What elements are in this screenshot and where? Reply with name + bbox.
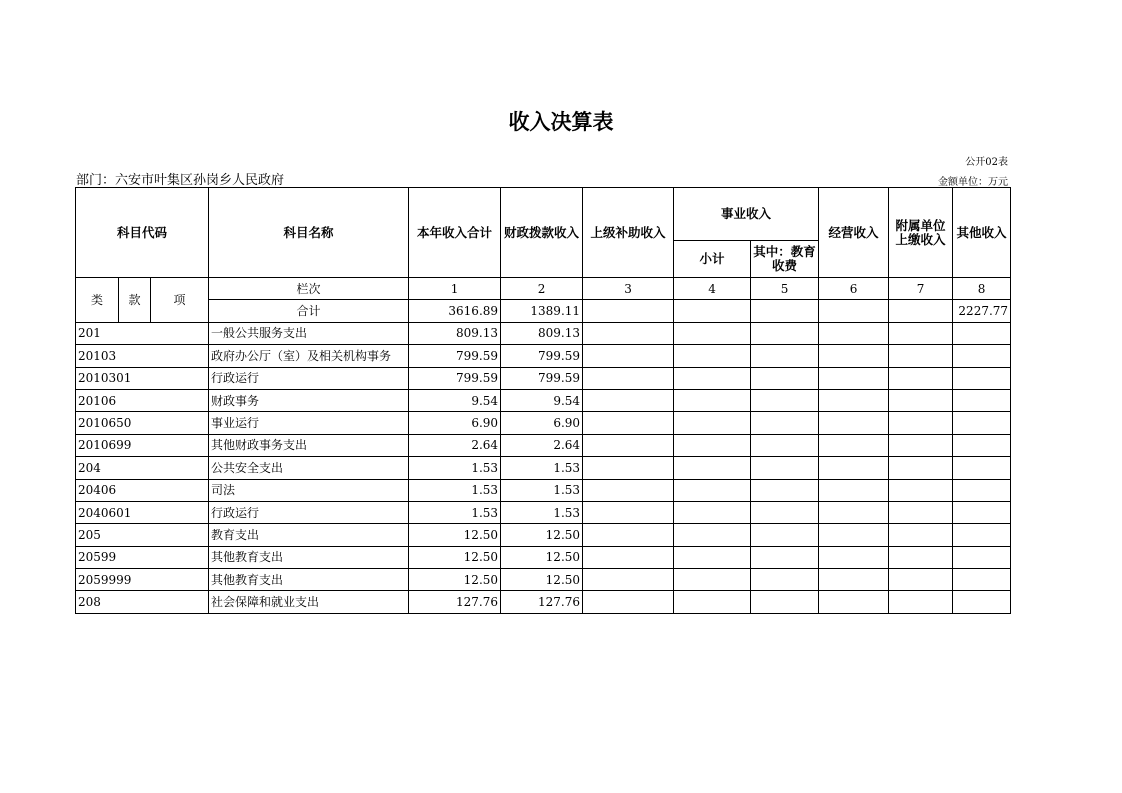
subject-code: 20599 xyxy=(76,546,209,568)
table-row xyxy=(76,546,1011,568)
subject-name: 其他财政事务支出 xyxy=(209,434,409,456)
total-income-value: 12.50 xyxy=(409,546,501,568)
fiscal-allocation-value: 799.59 xyxy=(501,367,583,389)
subject-code: 2010650 xyxy=(76,412,209,434)
col-number: 4 xyxy=(674,278,751,300)
table-row xyxy=(76,412,1011,434)
subject-name: 公共安全支出 xyxy=(209,457,409,479)
total-income-value: 1.53 xyxy=(409,479,501,501)
total-income-value: 3616.89 xyxy=(409,300,501,322)
header-class: 类 xyxy=(76,278,119,323)
header-subtotal: 小计 xyxy=(674,241,751,278)
subject-name: 教育支出 xyxy=(209,524,409,546)
total-income-value: 9.54 xyxy=(409,389,501,411)
fiscal-allocation-value: 799.59 xyxy=(501,345,583,367)
page-title: 收入决算表 xyxy=(508,110,614,134)
subject-name: 司法 xyxy=(209,479,409,501)
col-number: 7 xyxy=(889,278,953,300)
header-column-index: 栏次 xyxy=(209,278,409,300)
header-business-income: 事业收入 xyxy=(674,188,819,241)
fiscal-allocation-value: 12.50 xyxy=(501,569,583,591)
table-row xyxy=(76,591,1011,613)
department-label: 部门：六安市叶集区孙岗乡人民政府 xyxy=(76,173,285,188)
total-label: 合计 xyxy=(209,300,409,322)
table-row xyxy=(76,524,1011,546)
total-income-value: 6.90 xyxy=(409,412,501,434)
subject-code: 2059999 xyxy=(76,569,209,591)
col-number: 8 xyxy=(953,278,1011,300)
total-income-value: 799.59 xyxy=(409,367,501,389)
subject-code: 20406 xyxy=(76,479,209,501)
amount-unit: 金额单位：万元 xyxy=(938,177,1008,188)
col-number: 5 xyxy=(751,278,819,300)
header-fiscal-allocation: 财政拨款收入 xyxy=(501,188,583,278)
total-income-value: 12.50 xyxy=(409,524,501,546)
fiscal-allocation-value: 9.54 xyxy=(501,389,583,411)
subject-code: 2010699 xyxy=(76,434,209,456)
subject-name: 其他教育支出 xyxy=(209,546,409,568)
fiscal-allocation-value: 1.53 xyxy=(501,501,583,523)
total-income-value: 1.53 xyxy=(409,501,501,523)
subject-code: 204 xyxy=(76,457,209,479)
fiscal-allocation-value: 2.64 xyxy=(501,434,583,456)
total-income-value: 809.13 xyxy=(409,322,501,344)
table-row xyxy=(76,322,1011,344)
header-subject-name: 科目名称 xyxy=(209,188,409,278)
table-row xyxy=(76,389,1011,411)
subject-name: 一般公共服务支出 xyxy=(209,322,409,344)
subject-name: 行政运行 xyxy=(209,367,409,389)
subject-code: 2010301 xyxy=(76,367,209,389)
table-row xyxy=(76,501,1011,523)
header-section: 款 xyxy=(119,278,151,323)
total-row xyxy=(76,300,1011,322)
fiscal-allocation-value: 1.53 xyxy=(501,479,583,501)
table-row xyxy=(76,345,1011,367)
col-number: 2 xyxy=(501,278,583,300)
subject-name: 财政事务 xyxy=(209,389,409,411)
subject-code: 2040601 xyxy=(76,501,209,523)
total-other-value: 2227.77 xyxy=(953,300,1011,322)
header-superior-subsidy: 上级补助收入 xyxy=(583,188,674,278)
total-income-value: 127.76 xyxy=(409,591,501,613)
subject-code: 20103 xyxy=(76,345,209,367)
subject-name: 政府办公厅（室）及相关机构事务 xyxy=(209,345,409,367)
header-education-fee: 其中：教育收费 xyxy=(751,241,819,278)
fiscal-allocation-value: 12.50 xyxy=(501,546,583,568)
table-row xyxy=(76,479,1011,501)
fiscal-allocation-value: 127.76 xyxy=(501,591,583,613)
header-subject-code: 科目代码 xyxy=(76,188,209,278)
header-total-income: 本年收入合计 xyxy=(409,188,501,278)
subject-name: 事业运行 xyxy=(209,412,409,434)
subject-name: 其他教育支出 xyxy=(209,569,409,591)
subject-code: 201 xyxy=(76,322,209,344)
fiscal-allocation-value: 12.50 xyxy=(501,524,583,546)
subject-code: 208 xyxy=(76,591,209,613)
fiscal-allocation-value: 809.13 xyxy=(501,322,583,344)
col-number: 3 xyxy=(583,278,674,300)
total-income-value: 12.50 xyxy=(409,569,501,591)
subject-name: 社会保障和就业支出 xyxy=(209,591,409,613)
header-other-income: 其他收入 xyxy=(953,188,1011,278)
total-income-value: 1.53 xyxy=(409,457,501,479)
total-income-value: 799.59 xyxy=(409,345,501,367)
table-row xyxy=(76,569,1011,591)
col-number: 6 xyxy=(819,278,889,300)
fiscal-allocation-value: 1.53 xyxy=(501,457,583,479)
subject-code: 205 xyxy=(76,524,209,546)
header-affiliated-income: 附属单位上缴收入 xyxy=(889,188,953,278)
form-code: 公开02表 xyxy=(965,157,1008,168)
income-table xyxy=(75,187,1011,614)
header-operating-income: 经营收入 xyxy=(819,188,889,278)
subject-code: 20106 xyxy=(76,389,209,411)
subject-name: 行政运行 xyxy=(209,501,409,523)
table-row xyxy=(76,457,1011,479)
header-item: 项 xyxy=(151,278,209,323)
table-row xyxy=(76,367,1011,389)
fiscal-allocation-value: 6.90 xyxy=(501,412,583,434)
total-income-value: 2.64 xyxy=(409,434,501,456)
total-fiscal-value: 1389.11 xyxy=(501,300,583,322)
col-number: 1 xyxy=(409,278,501,300)
table-row xyxy=(76,434,1011,456)
